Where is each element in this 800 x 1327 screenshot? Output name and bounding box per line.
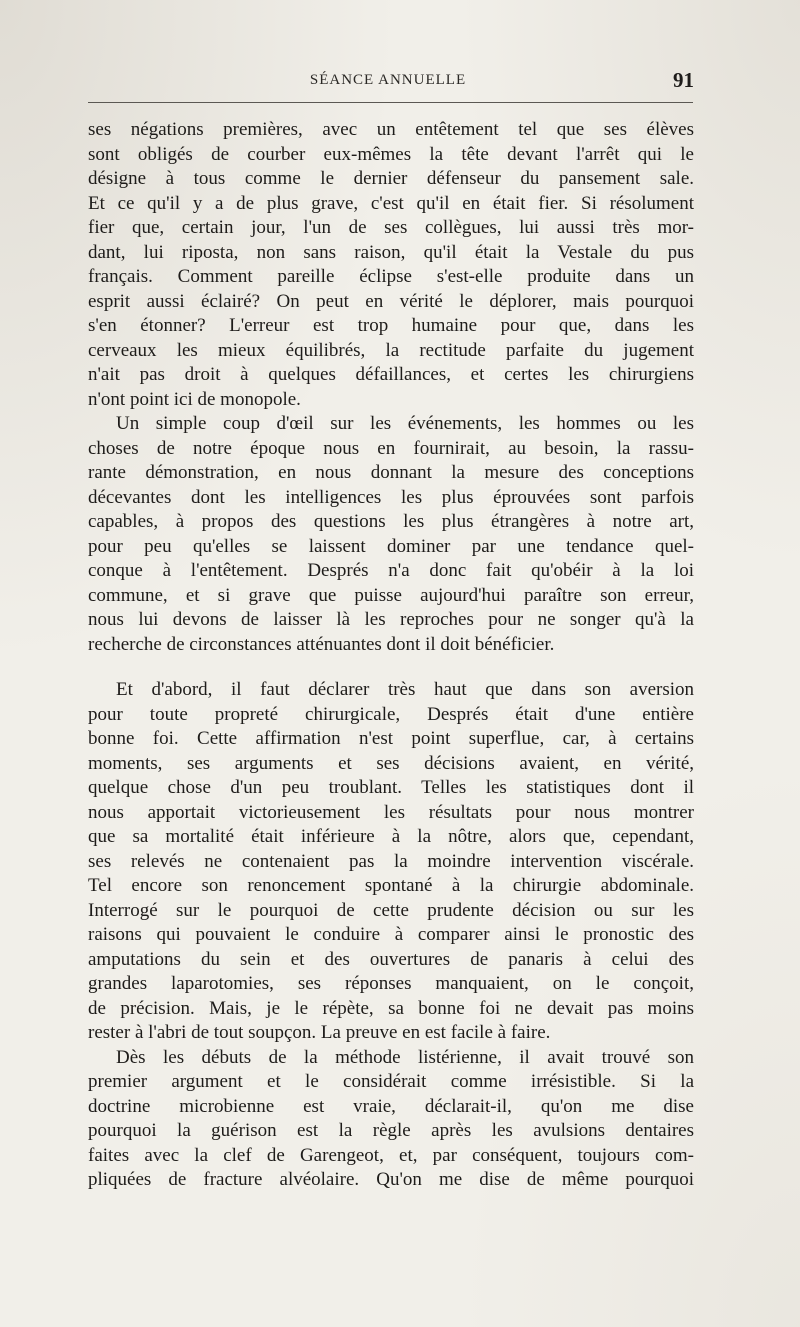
text-line: pour peu qu'elles se laissent dominer par une tendance quel-	[88, 535, 694, 557]
text-line: Et d'abord, il faut déclarer très haut que dans son aversion	[116, 679, 694, 700]
text-line: choses de notre époque nous en fournirait, au besoin, la rassu-	[88, 437, 694, 459]
paragraph-4	[88, 1046, 694, 1193]
running-head	[88, 68, 694, 98]
text-line: pour toute propreté chirurgicale, Després était d'une entière	[88, 703, 694, 725]
text-line: doctrine microbienne est vraie, déclarait-il, qu'on me dise	[88, 1095, 694, 1117]
paragraph-2	[88, 412, 694, 657]
text-line: n'ait pas droit à quelques défaillances, et certes les chirurgiens	[88, 364, 694, 385]
text-line: cerveaux les mieux équilibrés, la rectitude parfaite du jugement	[88, 339, 694, 361]
page-number: 91	[673, 68, 694, 92]
text-line: pliquées de fracture alvéolaire. Qu'on me dise de même pourquoi	[88, 1169, 694, 1190]
paragraph-1	[88, 118, 694, 412]
text-line: grandes laparotomies, ses réponses manquaient, on le conçoit,	[88, 973, 694, 994]
text-line: fier que, certain jour, l'un de ses collègues, lui aussi très mor-	[88, 217, 694, 238]
text-line: ses négations premières, avec un entêtement tel que ses élèves	[88, 119, 694, 140]
text-line: rante démonstration, en nous donnant la mesure des conceptions	[88, 462, 694, 483]
text-line: n'ont point ici de monopole.	[88, 388, 301, 410]
text-line: nous lui devons de laisser là les reproches pour ne songer qu'à la	[88, 609, 694, 630]
text-line: moments, ses arguments et ses décisions avaient, en vérité,	[88, 752, 694, 774]
text-line: amputations du sein et des ouvertures de panaris à celui des	[88, 948, 694, 970]
text-line: Tel encore son renoncement spontané à la chirurgie abdominale.	[88, 875, 694, 896]
text-line: dant, lui riposta, non sans raison, qu'il était la Vestale du pus	[88, 241, 694, 263]
text-line: Dès les débuts de la méthode listérienne, il avait trouvé son	[116, 1046, 694, 1068]
text-line: ses relevés ne contenaient pas la moindre intervention viscérale.	[88, 850, 694, 872]
text-line: Un simple coup d'œil sur les événements, les hommes ou les	[116, 413, 694, 434]
text-line: capables, à propos des questions les plus étrangères à notre art,	[88, 511, 694, 532]
text-line: Interrogé sur le pourquoi de cette prudente décision ou sur les	[88, 899, 694, 921]
body-text	[88, 118, 694, 1193]
text-line: raisons qui pouvaient le conduire à comparer ainsi le pronostic des	[88, 924, 694, 945]
text-line: quelque chose d'un peu troublant. Telles les statistiques dont il	[88, 777, 694, 798]
text-line: que sa mortalité était inférieure à la nôtre, alors que, cependant,	[88, 826, 694, 847]
paragraph-3	[88, 678, 694, 1046]
text-line: rester à l'abri de tout soupçon. La preuve en est facile à faire.	[88, 1022, 551, 1043]
section-gap	[88, 657, 694, 678]
text-line: de précision. Mais, je le répète, sa bonne foi ne devait pas moins	[88, 997, 694, 1019]
text-line: conque à l'entêtement. Després n'a donc fait qu'obéir à la loi	[88, 560, 694, 581]
text-line: s'en étonner? L'erreur est trop humaine pour que, dans les	[88, 315, 694, 336]
header-rule	[88, 102, 693, 103]
text-line: décevantes dont les intelligences les plus éprouvées sont parfois	[88, 486, 694, 508]
text-line: recherche de circonstances atténuantes dont il doit bénéficier.	[88, 633, 555, 655]
text-line: sont obligés de courber eux-mêmes la tête devant l'arrêt qui le	[88, 143, 694, 165]
text-line: français. Comment pareille éclipse s'est-elle produite dans un	[88, 266, 694, 287]
text-line: commune, et si grave que puisse aujourd'hui paraître son erreur,	[88, 584, 694, 606]
text-line: Et ce qu'il y a de plus grave, c'est qu'il en était fier. Si résolument	[88, 192, 694, 214]
text-line: pourquoi la guérison est la règle après les avulsions dentaires	[88, 1120, 694, 1141]
running-title: SÉANCE ANNUELLE	[309, 72, 467, 88]
text-line: bonne foi. Cette affirmation n'est point superflue, car, à certains	[88, 728, 694, 749]
text-line: premier argument et le considérait comme irrésistible. Si la	[88, 1071, 694, 1092]
text-line: nous apportait victorieusement les résultats pour nous montrer	[88, 801, 694, 823]
text-line: esprit aussi éclairé? On peut en vérité le déplorer, mais pourquoi	[88, 290, 694, 312]
text-line: désigne à tous comme le dernier défenseur du pansement sale.	[88, 168, 694, 189]
text-line: faites avec la clef de Garengeot, et, par conséquent, toujours com-	[88, 1144, 694, 1166]
